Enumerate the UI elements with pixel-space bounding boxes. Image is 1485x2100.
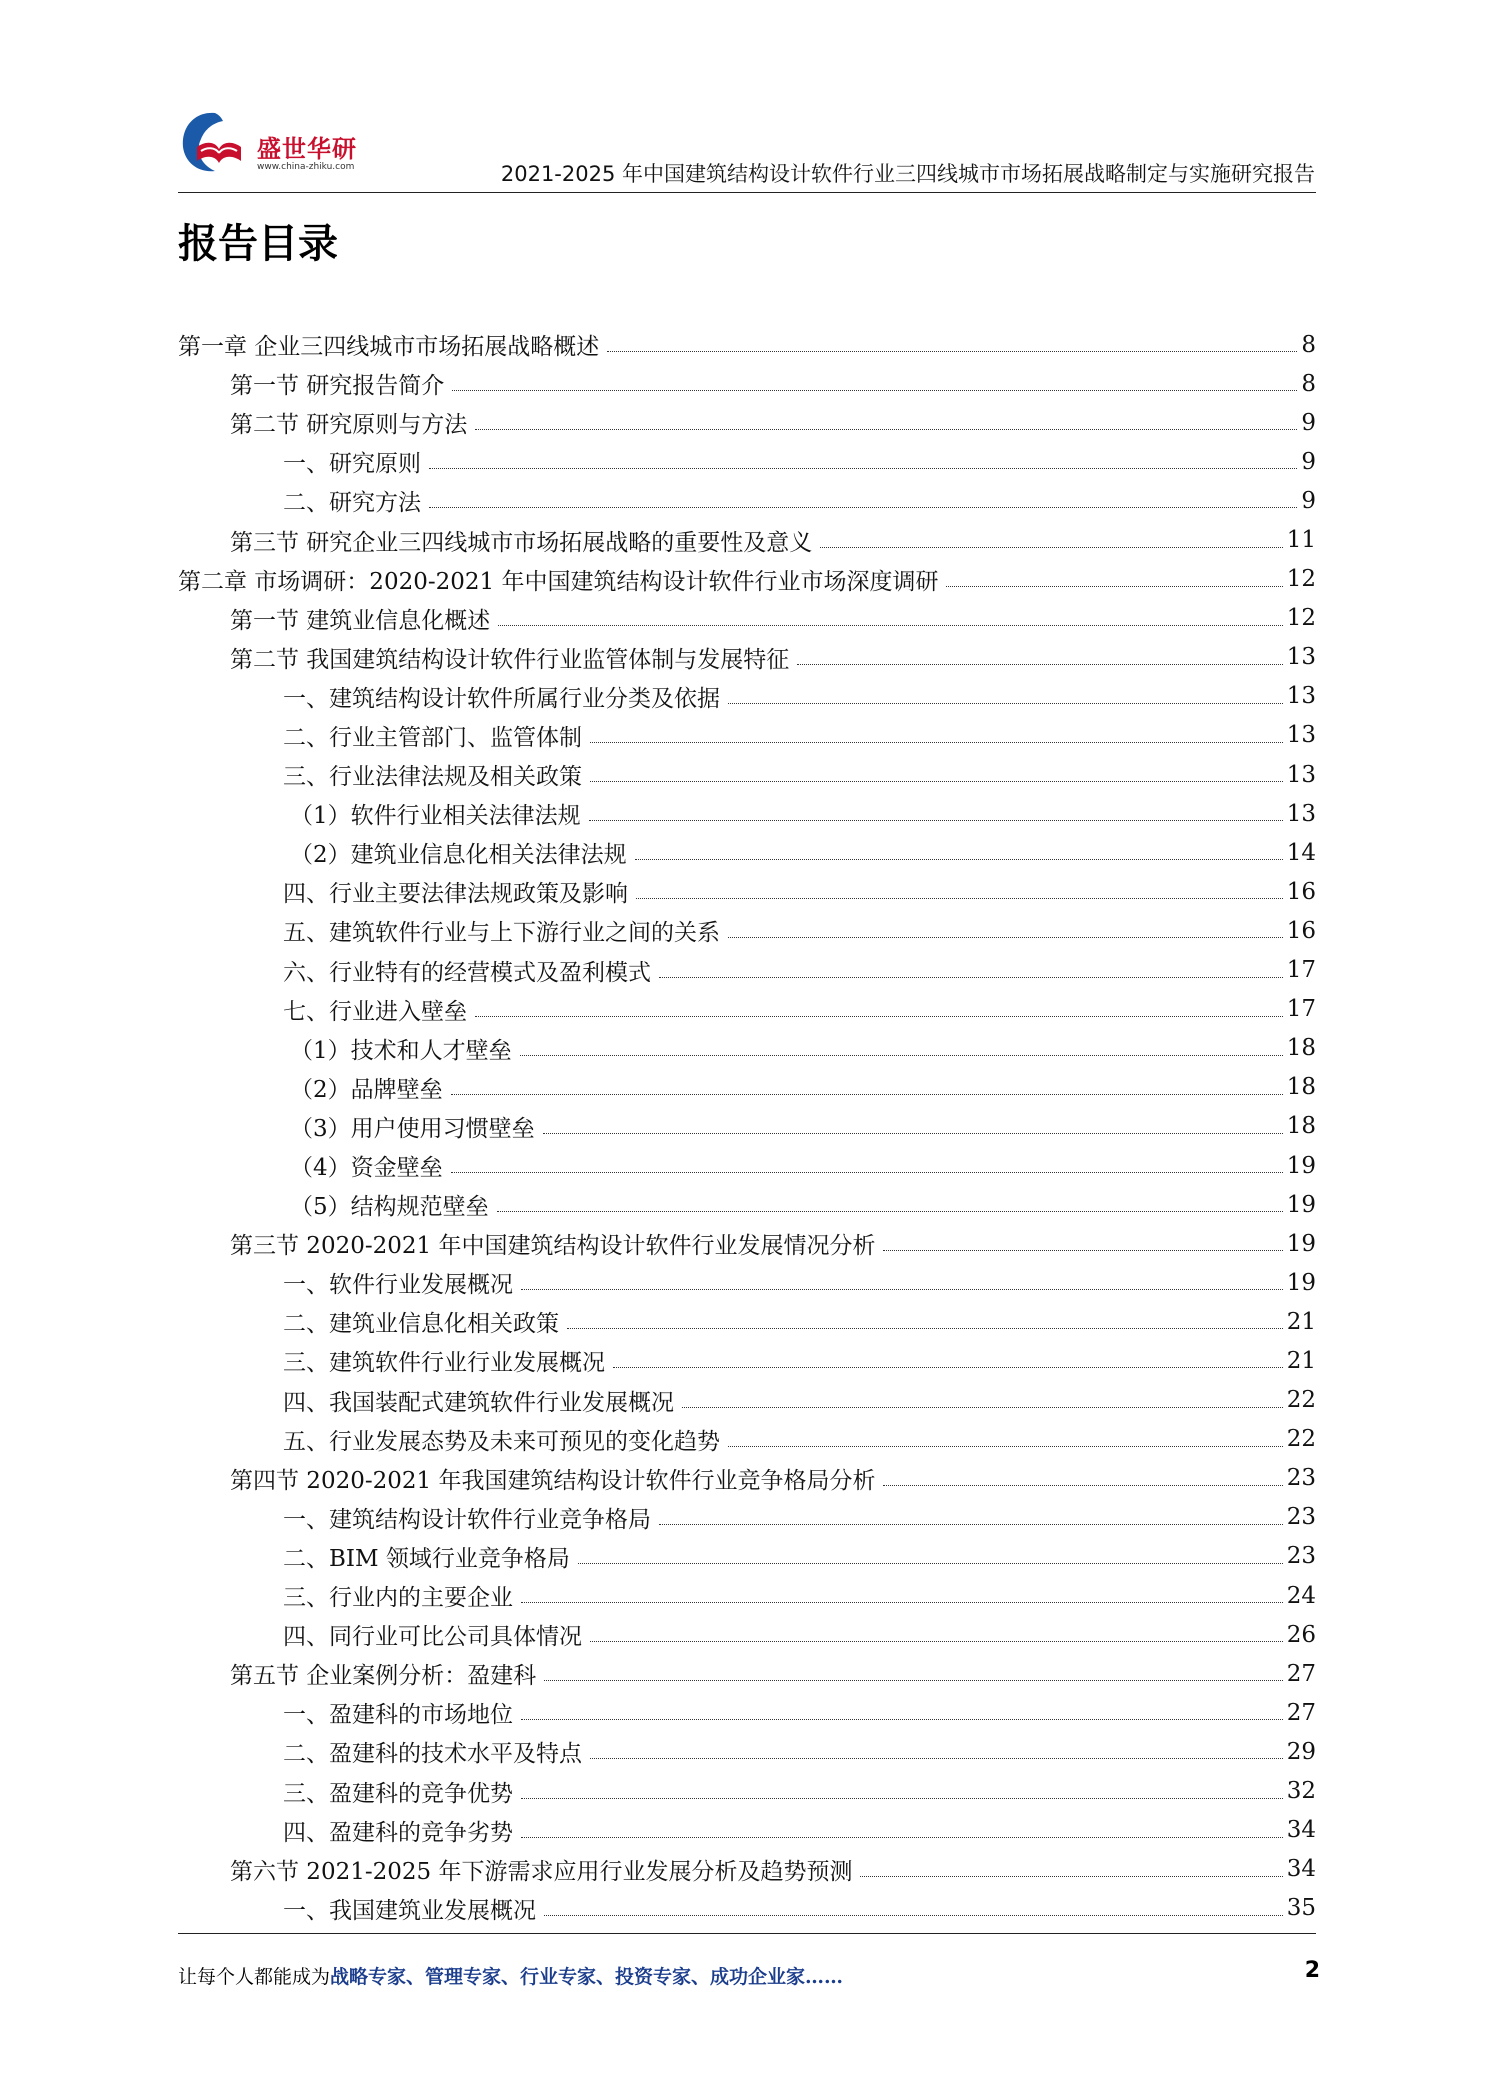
brand-name: 盛世华研 [257,135,357,163]
toc-entry[interactable] [178,716,1316,755]
toc-entry-title: 一、我国建筑业发展概况 [283,1897,536,1924]
toc-entry-title: 第六节 2021-2025 年下游需求应用行业发展分析及趋势预测 [230,1858,853,1885]
toc-entry-title: 第二章 市场调研：2020-2021 年中国建筑结构设计软件行业市场深度调研 [178,568,939,595]
slogan-prefix: 让每个人都能成为 [178,1966,331,1988]
toc-entry[interactable] [178,1693,1316,1732]
toc-dot-leader [589,820,1283,821]
toc-entry-page: 14 [1286,839,1316,866]
brand-url: www.china-zhiku.com [257,162,355,172]
book-swoosh-icon [175,103,255,183]
toc-dot-leader [728,1446,1283,1447]
toc-entry[interactable] [178,442,1316,481]
toc-entry-title: 一、软件行业发展概况 [283,1272,513,1299]
toc-dot-leader [659,977,1283,978]
toc-entry[interactable] [178,599,1316,638]
toc-entry-title: 第三节 2020-2021 年中国建筑结构设计软件行业发展情况分析 [230,1233,876,1260]
toc-entry-title: 四、行业主要法律法规政策及影响 [283,881,628,908]
toc-entry-title: 第四节 2020-2021 年我国建筑结构设计软件行业竞争格局分析 [230,1467,876,1494]
toc-dot-leader [521,1798,1283,1799]
toc-entry-page: 13 [1286,800,1316,827]
toc-entry-page: 34 [1286,1856,1316,1883]
toc-entry[interactable] [178,1029,1316,1068]
toc-entry-page: 13 [1286,722,1316,749]
brand-logo [175,103,385,183]
toc-entry[interactable] [178,1537,1316,1576]
toc-entry[interactable] [178,872,1316,911]
toc-dot-leader [883,1250,1282,1251]
toc-entry-title: 第二节 我国建筑结构设计软件行业监管体制与发展特征 [230,646,790,673]
toc-entry[interactable] [178,1732,1316,1771]
toc-entry[interactable] [178,481,1316,520]
toc-dot-leader [521,1837,1283,1838]
toc-dot-leader [636,898,1283,899]
toc-dot-leader [635,859,1283,860]
toc-entry[interactable] [178,1576,1316,1615]
toc-entry[interactable] [178,755,1316,794]
toc-entry-title: 一、建筑结构设计软件所属行业分类及依据 [283,685,720,712]
toc-dot-leader [883,1485,1282,1486]
toc-entry-page: 19 [1286,1191,1316,1218]
toc-entry-page: 19 [1286,1152,1316,1179]
toc-entry-page: 21 [1286,1347,1316,1374]
toc-entry[interactable] [178,911,1316,950]
toc-entry-page: 9 [1301,487,1316,514]
toc-entry[interactable] [178,1302,1316,1341]
toc-entry-page: 18 [1286,1074,1316,1101]
toc-entry-page: 17 [1286,957,1316,984]
toc-dot-leader [567,1328,1283,1329]
toc-entry-page: 12 [1286,605,1316,632]
toc-entry-page: 16 [1286,917,1316,944]
toc-entry[interactable] [178,1146,1316,1185]
toc-dot-leader [578,1563,1283,1564]
toc-dot-leader [497,1211,1283,1212]
toc-entry-page: 18 [1286,1035,1316,1062]
toc-entry-title: （1）软件行业相关法律法规 [290,803,581,830]
toc-entry-page: 26 [1286,1621,1316,1648]
toc-dot-leader [544,1915,1283,1916]
toc-dot-leader [797,664,1282,665]
toc-dot-leader [682,1407,1283,1408]
toc-dot-leader [429,468,1297,469]
toc-entry-title: 六、行业特有的经营模式及盈利模式 [283,959,651,986]
toc-entry-page: 27 [1286,1660,1316,1687]
toc-entry[interactable] [178,1654,1316,1693]
toc-entry[interactable] [178,1107,1316,1146]
toc-entry[interactable] [178,1850,1316,1889]
page-number: 2 [1304,1958,1320,1983]
toc-entry-title: 第一节 建筑业信息化概述 [230,607,491,634]
toc-entry-page: 9 [1301,409,1316,436]
toc-entry-title: 二、行业主管部门、监管体制 [283,724,582,751]
toc-entry-title: 二、研究方法 [283,490,421,517]
toc-entry-title: 四、我国装配式建筑软件行业发展概况 [283,1389,674,1416]
toc-entry-page: 13 [1286,683,1316,710]
toc-entry-page: 19 [1286,1269,1316,1296]
toc-entry-page: 19 [1286,1230,1316,1257]
toc-entry[interactable] [178,1420,1316,1459]
toc-entry-title: （4）资金壁垒 [290,1155,443,1182]
toc-entry-page: 32 [1286,1778,1316,1805]
toc-entry-page: 23 [1286,1465,1316,1492]
toc-entry[interactable] [178,990,1316,1029]
toc-dot-leader [429,507,1297,508]
toc-entry-title: （2）建筑业信息化相关法律法规 [290,842,627,869]
toc-dot-leader [728,703,1283,704]
toc-entry-title: 三、行业法律法规及相关政策 [283,764,582,791]
toc-entry[interactable] [178,1224,1316,1263]
toc-dot-leader [498,625,1282,626]
toc-dot-leader [475,429,1297,430]
toc-entry[interactable] [178,794,1316,833]
toc-entry-page: 8 [1301,331,1316,358]
toc-entry[interactable] [178,1771,1316,1810]
toc-entry[interactable] [178,951,1316,990]
toc-dot-leader [451,1094,1283,1095]
toc-dot-leader [590,781,1283,782]
toc-entry[interactable] [178,1889,1316,1928]
toc-entry-title: 第二节 研究原则与方法 [230,412,468,439]
toc-entry-page: 13 [1286,761,1316,788]
toc-entry-page: 17 [1286,996,1316,1023]
toc-entry[interactable] [178,1459,1316,1498]
toc-entry-page: 34 [1286,1817,1316,1844]
toc-entry-page: 21 [1286,1308,1316,1335]
toc-entry-page: 23 [1286,1543,1316,1570]
toc-dot-leader [590,1641,1283,1642]
toc-entry-page: 29 [1286,1738,1316,1765]
toc-dot-leader [820,547,1282,548]
toc-entry-title: 三、盈建科的竞争优势 [283,1780,513,1807]
toc-dot-leader [543,1133,1283,1134]
toc-entry-title: （3）用户使用习惯壁垒 [290,1115,535,1142]
toc-dot-leader [544,1680,1282,1681]
toc-entry-page: 23 [1286,1504,1316,1531]
toc-entry-page: 24 [1286,1582,1316,1609]
toc-entry-title: 一、建筑结构设计软件行业竞争格局 [283,1506,651,1533]
toc-entry[interactable] [178,1381,1316,1420]
toc-dot-leader [590,742,1283,743]
toc-entry-title: 第五节 企业案例分析：盈建科 [230,1663,537,1690]
toc-entry-title: 一、研究原则 [283,451,421,478]
toc-dot-leader [607,351,1297,352]
toc-dot-leader [659,1524,1283,1525]
toc-heading: 报告目录 [178,221,338,267]
table-of-contents [178,325,1316,1928]
toc-entry-title: 第三节 研究企业三四线城市市场拓展战略的重要性及意义 [230,529,813,556]
toc-dot-leader [452,390,1297,391]
toc-entry-title: 三、建筑软件行业行业发展概况 [283,1350,605,1377]
toc-entry-title: 五、行业发展态势及未来可预见的变化趋势 [283,1428,720,1455]
toc-entry-title: （5）结构规范壁垒 [290,1194,489,1221]
toc-entry[interactable] [178,1263,1316,1302]
toc-entry-page: 22 [1286,1387,1316,1414]
toc-entry-title: 二、建筑业信息化相关政策 [283,1311,559,1338]
toc-entry[interactable] [178,1068,1316,1107]
toc-dot-leader [521,1719,1283,1720]
toc-dot-leader [613,1367,1283,1368]
toc-entry-page: 8 [1301,370,1316,397]
toc-entry-title: 三、行业内的主要企业 [283,1585,513,1612]
toc-entry-page: 12 [1286,566,1316,593]
toc-entry-title: 七、行业进入壁垒 [283,998,467,1025]
footer-divider [178,1933,1316,1934]
toc-entry-title: 一、盈建科的市场地位 [283,1702,513,1729]
toc-entry-page: 13 [1286,644,1316,671]
toc-entry-title: （1）技术和人才壁垒 [290,1037,512,1064]
header-divider [178,192,1316,193]
toc-entry-title: 四、同行业可比公司具体情况 [283,1624,582,1651]
toc-entry[interactable] [178,1811,1316,1850]
toc-dot-leader [728,937,1283,938]
toc-entry[interactable] [178,1498,1316,1537]
toc-entry-title: 二、BIM 领域行业竞争格局 [283,1545,570,1572]
toc-entry-title: 五、建筑软件行业与上下游行业之间的关系 [283,920,720,947]
toc-dot-leader [590,1758,1283,1759]
toc-dot-leader [521,1289,1283,1290]
toc-entry-page: 11 [1286,527,1316,554]
toc-dot-leader [451,1172,1283,1173]
slogan-highlight: 战略专家、管理专家、行业专家、投资专家、成功企业家…… [330,1966,844,1988]
toc-entry[interactable] [178,638,1316,677]
toc-entry-title: 第一节 研究报告简介 [230,373,445,400]
toc-entry[interactable] [178,1615,1316,1654]
report-title: 2021-2025 年中国建筑结构设计软件行业三四线城市市场拓展战略制定与实施研究报告 [500,162,1315,186]
toc-entry-page: 16 [1286,878,1316,905]
toc-entry-title: （2）品牌壁垒 [290,1076,443,1103]
toc-entry-page: 27 [1286,1699,1316,1726]
toc-entry[interactable] [178,560,1316,599]
toc-entry-title: 二、盈建科的技术水平及特点 [283,1741,582,1768]
toc-entry-page: 35 [1286,1895,1316,1922]
toc-entry[interactable] [178,833,1316,872]
toc-entry[interactable] [178,364,1316,403]
toc-entry[interactable] [178,1185,1316,1224]
toc-entry[interactable] [178,403,1316,442]
toc-dot-leader [860,1876,1282,1877]
toc-entry-title: 四、盈建科的竞争劣势 [283,1819,513,1846]
toc-entry-page: 9 [1301,448,1316,475]
toc-dot-leader [946,586,1282,587]
toc-entry-page: 22 [1286,1426,1316,1453]
toc-dot-leader [520,1055,1283,1056]
footer-slogan [178,1962,843,1989]
toc-entry-title: 第一章 企业三四线城市市场拓展战略概述 [178,334,600,361]
toc-dot-leader [475,1016,1283,1017]
toc-entry[interactable] [178,325,1316,364]
toc-dot-leader [521,1602,1283,1603]
toc-entry[interactable] [178,1341,1316,1380]
toc-entry[interactable] [178,520,1316,559]
toc-entry-page: 18 [1286,1113,1316,1140]
toc-entry[interactable] [178,677,1316,716]
